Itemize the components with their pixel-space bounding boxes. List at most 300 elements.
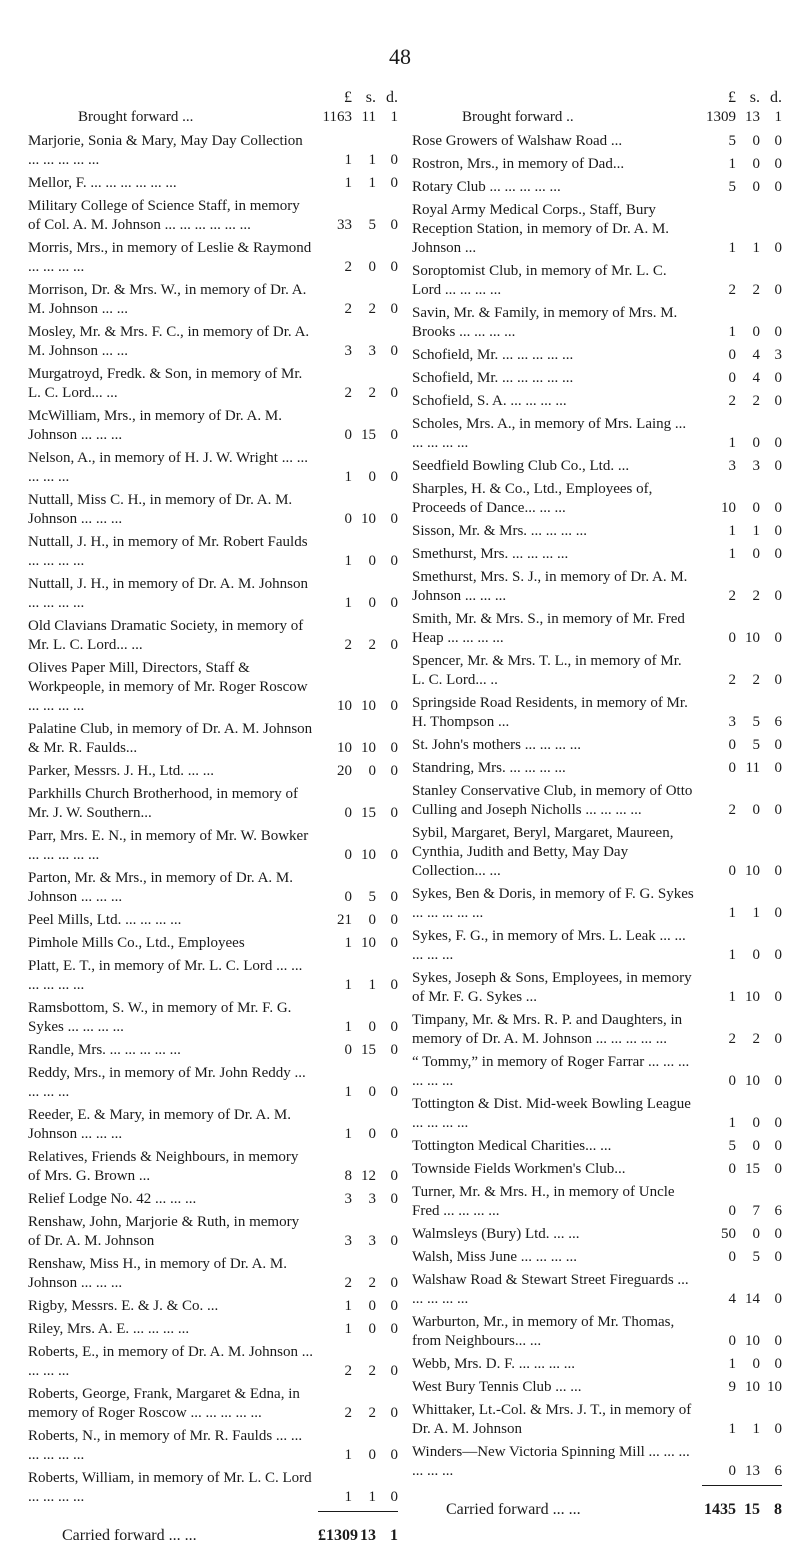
amount-pence: 1: [774, 109, 782, 125]
donation-entry: [28, 575, 398, 613]
amount-pence: 0: [390, 805, 398, 821]
donor-description: Parton, Mr. & Mrs., in memory of Dr. A. M. Johnson ... ... ...: [28, 870, 293, 905]
donor-description: Riley, Mrs. A. E. ... ... ... ...: [28, 1321, 190, 1337]
amount-pence: 0: [390, 1126, 398, 1142]
donation-entry: [412, 652, 782, 690]
amount-shillings: 0: [752, 1138, 760, 1154]
amount-pounds: 0: [728, 1161, 736, 1177]
donation-entry: [28, 720, 398, 758]
donation-entry: [412, 1160, 782, 1179]
donation-entry: [412, 694, 782, 732]
amount-shillings: 15: [744, 1501, 760, 1518]
brought-forward-label: Brought forward ..: [462, 109, 574, 125]
amount-pence: 0: [774, 282, 782, 298]
donation-entry: [28, 785, 398, 823]
amount-pence: 0: [774, 324, 782, 340]
amount-pence: 0: [774, 1073, 782, 1089]
donor-description: Mosley, Mr. & Mrs. F. C., in memory of Dr. A. M. Johnson ... ...: [28, 324, 310, 359]
amount-pounds: 3: [344, 1191, 352, 1207]
amount-shillings: 14: [745, 1291, 760, 1307]
donor-description: Roberts, George, Frank, Margaret & Edna, in memory of Roger Roscow ... ... ... ... ...: [28, 1386, 300, 1421]
amount-pence: 0: [390, 698, 398, 714]
donation-entry: [28, 617, 398, 655]
amount-shillings: 2: [368, 637, 376, 653]
amount-pence: 0: [390, 1191, 398, 1207]
amount-shillings: 15: [745, 1161, 760, 1177]
amount-pence: 0: [774, 1356, 782, 1372]
donation-entry: [28, 1343, 398, 1381]
amount-pounds: 1: [344, 1321, 352, 1337]
amount-pounds: 1: [344, 1126, 352, 1142]
pounds-header: £: [728, 89, 736, 106]
donor-description: Reddy, Mrs., in memory of Mr. John Reddy ... ... ... ...: [28, 1065, 306, 1100]
amount-pence: 0: [774, 1249, 782, 1265]
left-column: [28, 88, 398, 1545]
amount-pence: 0: [390, 637, 398, 653]
donation-entry: [412, 132, 782, 151]
donation-entry: [412, 522, 782, 541]
donation-entry: [412, 201, 782, 258]
donation-entry: [28, 957, 398, 995]
amount-shillings: 2: [368, 385, 376, 401]
amount-pounds: 1: [344, 553, 352, 569]
amount-pence: 0: [774, 760, 782, 776]
donor-description: Smethurst, Mrs. ... ... ... ...: [412, 546, 569, 562]
amount-shillings: 1: [368, 1489, 376, 1505]
amount-pence: 0: [774, 1333, 782, 1349]
donor-description: Tottington Medical Charities... ...: [412, 1138, 612, 1154]
amount-pounds: 0: [728, 1073, 736, 1089]
amount-pence: 0: [390, 385, 398, 401]
amount-shillings: 5: [752, 1249, 760, 1265]
donation-entry: [412, 759, 782, 778]
amount-shillings: 0: [368, 763, 376, 779]
donation-entry: [412, 927, 782, 965]
amount-shillings: 0: [368, 1084, 376, 1100]
donation-entry: [28, 762, 398, 781]
donor-description: Walshaw Road & Stewart Street Fireguards ... ... ... ... ...: [412, 1272, 689, 1307]
amount-pence: 0: [390, 301, 398, 317]
amount-pence: 3: [774, 347, 782, 363]
amount-pounds: 0: [728, 1463, 736, 1479]
amount-pence: 0: [390, 1168, 398, 1184]
donation-entry: [412, 1137, 782, 1156]
donor-description: Tottington & Dist. Mid-week Bowling League ... ... ... ...: [412, 1096, 691, 1131]
amount-pounds: 1: [728, 905, 736, 921]
amount-pence: 0: [390, 740, 398, 756]
amount-pounds: 5: [728, 133, 736, 149]
donor-description: Turner, Mr. & Mrs. H., in memory of Uncle Fred ... ... ... ...: [412, 1184, 675, 1219]
amount-shillings: 10: [745, 989, 760, 1005]
donation-entry: [28, 323, 398, 361]
amount-pence: 0: [774, 156, 782, 172]
amount-pence: 0: [774, 523, 782, 539]
amount-pence: 0: [774, 179, 782, 195]
donor-description: Schofield, Mr. ... ... ... ... ...: [412, 347, 574, 363]
amount-pounds: 3: [728, 458, 736, 474]
donor-description: Walsh, Miss June ... ... ... ...: [412, 1249, 578, 1265]
amount-pounds: 1: [728, 989, 736, 1005]
amount-pounds: 5: [728, 1138, 736, 1154]
amount-pounds: 1: [728, 324, 736, 340]
amount-shillings: 10: [745, 863, 760, 879]
donation-entry: [28, 1427, 398, 1465]
carried-forward-label: Carried forward ... ...: [446, 1501, 581, 1518]
amount-pounds: 0: [728, 1249, 736, 1265]
amount-pence: 0: [774, 630, 782, 646]
amount-pounds: 2: [728, 393, 736, 409]
amount-shillings: 15: [361, 1042, 376, 1058]
donor-description: Parr, Mrs. E. N., in memory of Mr. W. Bowker ... ... ... ... ...: [28, 828, 309, 863]
donation-entry: [28, 934, 398, 953]
amount-pounds: 1: [344, 977, 352, 993]
donation-entry: [28, 174, 398, 193]
amount-pence: 0: [390, 1233, 398, 1249]
amount-pence: 0: [390, 847, 398, 863]
amount-shillings: 2: [368, 1405, 376, 1421]
amount-pounds: 2: [344, 259, 352, 275]
amount-pence: 0: [774, 1421, 782, 1437]
donation-entry: [412, 885, 782, 923]
amount-shillings: 10: [361, 935, 376, 951]
amount-pounds: 0: [728, 630, 736, 646]
brought-forward-row: [28, 108, 398, 127]
amount-pounds: 8: [344, 1168, 352, 1184]
amount-pounds: 3: [344, 343, 352, 359]
amount-shillings: 15: [361, 427, 376, 443]
donation-entry: [28, 1297, 398, 1316]
amount-pence: 0: [774, 1115, 782, 1131]
donation-entry: [28, 1106, 398, 1144]
amount-shillings: 11: [361, 109, 376, 125]
amount-pounds: 0: [344, 511, 352, 527]
amount-pounds: 1: [728, 240, 736, 256]
donor-description: Old Clavians Dramatic Society, in memory of Mr. L. C. Lord... ...: [28, 618, 304, 653]
amount-shillings: 0: [368, 1321, 376, 1337]
amount-pounds: 10: [337, 698, 352, 714]
donation-entry: [412, 1443, 782, 1481]
amount-pounds: £1309: [318, 1527, 358, 1544]
amount-pounds: 0: [728, 760, 736, 776]
donation-entry: [412, 480, 782, 518]
amount-shillings: 1: [752, 523, 760, 539]
donor-description: St. John's mothers ... ... ... ...: [412, 737, 581, 753]
donor-description: Nuttall, Miss C. H., in memory of Dr. A. M. Johnson ... ... ...: [28, 492, 293, 527]
amount-pounds: 0: [344, 805, 352, 821]
amount-shillings: 3: [368, 1191, 376, 1207]
donor-description: Murgatroyd, Fredk. & Son, in memory of Mr. L. C. Lord... ...: [28, 366, 303, 401]
amount-pounds: 1: [344, 1019, 352, 1035]
donor-description: Schofield, S. A. ... ... ... ...: [412, 393, 567, 409]
amount-pence: 0: [390, 1275, 398, 1291]
amount-pence: 0: [390, 1321, 398, 1337]
amount-pence: 0: [390, 259, 398, 275]
donation-entry: [412, 610, 782, 648]
amount-pence: 0: [390, 1363, 398, 1379]
donor-description: Nelson, A., in memory of H. J. W. Wright ... ... ... ... ...: [28, 450, 308, 485]
amount-pence: 6: [774, 714, 782, 730]
currency-header: [412, 88, 782, 108]
donor-description: Morris, Mrs., in memory of Leslie & Raymond ... ... ... ...: [28, 240, 312, 275]
donor-description: Whittaker, Lt.-Col. & Mrs. J. T., in memory of Dr. A. M. Johnson: [412, 1402, 692, 1437]
amount-pence: 10: [767, 1379, 782, 1395]
donor-description: Marjorie, Sonia & Mary, May Day Collection ... ... ... ... ...: [28, 133, 303, 168]
amount-pence: 0: [774, 905, 782, 921]
donor-description: Stanley Conservative Club, in memory of Otto Culling and Joseph Nicholls ... ... ... ...: [412, 783, 693, 818]
donation-entry: [28, 407, 398, 445]
amount-pounds: 0: [728, 347, 736, 363]
amount-shillings: 0: [752, 802, 760, 818]
amount-shillings: 2: [752, 393, 760, 409]
amount-pounds: 10: [721, 500, 736, 516]
amount-pence: 0: [774, 863, 782, 879]
donor-description: Relatives, Friends & Neighbours, in memory of Mrs. G. Brown ...: [28, 1149, 299, 1184]
donor-description: Smith, Mr. & Mrs. S., in memory of Mr. Fred Heap ... ... ... ...: [412, 611, 685, 646]
amount-pounds: 9: [728, 1379, 736, 1395]
amount-shillings: 12: [361, 1168, 376, 1184]
donation-entry: [412, 392, 782, 411]
amount-pounds: 3: [344, 1233, 352, 1249]
carried-forward-row: [412, 1500, 782, 1519]
amount-shillings: 1: [752, 905, 760, 921]
amount-pence: 0: [390, 595, 398, 611]
amount-pounds: 0: [728, 863, 736, 879]
donation-entry: [28, 1213, 398, 1251]
amount-shillings: 4: [752, 370, 760, 386]
total-rule: [412, 1485, 782, 1486]
amount-shillings: 10: [745, 630, 760, 646]
shillings-header: s.: [749, 89, 760, 106]
carried-forward-label: Carried forward ... ...: [62, 1527, 197, 1544]
amount-pounds: 1: [344, 175, 352, 191]
donation-entry: [28, 491, 398, 529]
amount-shillings: 0: [752, 179, 760, 195]
amount-pounds: 20: [337, 763, 352, 779]
donation-entry: [28, 449, 398, 487]
donor-description: Military College of Science Staff, in memory of Col. A. M. Johnson ... ... ... ... ... ...: [28, 198, 300, 233]
donor-description: Relief Lodge No. 42 ... ... ...: [28, 1191, 197, 1207]
amount-pounds: 2: [728, 588, 736, 604]
donor-description: Townside Fields Workmen's Club...: [412, 1161, 626, 1177]
amount-pence: 0: [774, 133, 782, 149]
amount-pounds: 33: [337, 217, 352, 233]
donation-entry: [412, 1355, 782, 1374]
amount-pounds: 2: [344, 1363, 352, 1379]
donor-description: Warburton, Mr., in memory of Mr. Thomas, from Neighbours... ...: [412, 1314, 675, 1349]
donor-description: Parkhills Church Brotherhood, in memory of Mr. J. W. Southern...: [28, 786, 298, 821]
amount-pence: 0: [390, 1084, 398, 1100]
donation-entry: [412, 457, 782, 476]
amount-shillings: 0: [368, 1298, 376, 1314]
amount-pounds: 1: [728, 947, 736, 963]
right-column: [412, 88, 782, 1519]
amount-shillings: 11: [745, 760, 760, 776]
donor-description: Roberts, William, in memory of Mr. L. C. Lord ... ... ... ...: [28, 1470, 312, 1505]
amount-pounds: 1: [344, 1489, 352, 1505]
amount-shillings: 2: [368, 1275, 376, 1291]
brought-forward-label: Brought forward ...: [78, 109, 194, 125]
amount-pence: 0: [390, 343, 398, 359]
total-rule: [28, 1511, 398, 1512]
donation-entry: [28, 197, 398, 235]
donor-description: Renshaw, John, Marjorie & Ruth, in memory of Dr. A. M. Johnson: [28, 1214, 300, 1249]
amount-shillings: 3: [368, 343, 376, 359]
amount-pence: 6: [774, 1203, 782, 1219]
amount-pence: 0: [774, 1291, 782, 1307]
donation-entry: [28, 827, 398, 865]
amount-shillings: 0: [752, 435, 760, 451]
donor-description: Sybil, Margaret, Beryl, Margaret, Maureen, Cynthia, Judith and Betty, May Day Collection... ...: [412, 825, 674, 879]
amount-pence: 0: [774, 370, 782, 386]
donor-description: McWilliam, Mrs., in memory of Dr. A. M. Johnson ... ... ...: [28, 408, 282, 443]
amount-shillings: 0: [752, 324, 760, 340]
amount-pence: 0: [774, 546, 782, 562]
donation-entry: [28, 1255, 398, 1293]
amount-shillings: 2: [752, 588, 760, 604]
amount-pounds: 5: [728, 179, 736, 195]
amount-pounds: 4: [728, 1291, 736, 1307]
amount-pence: 0: [390, 1405, 398, 1421]
amount-pence: 0: [774, 672, 782, 688]
donation-list: [28, 132, 398, 1507]
amount-pence: 0: [390, 1019, 398, 1035]
donor-description: Sharples, H. & Co., Ltd., Employees of, Proceeds of Dance... ... ...: [412, 481, 653, 516]
donation-entry: [412, 1401, 782, 1439]
amount-shillings: 5: [752, 714, 760, 730]
amount-shillings: 3: [368, 1233, 376, 1249]
donation-entry: [412, 155, 782, 174]
donation-entry: [412, 545, 782, 564]
donor-description: Sisson, Mr. & Mrs. ... ... ... ...: [412, 523, 588, 539]
donor-description: Sykes, Joseph & Sons, Employees, in memory of Mr. F. G. Sykes ...: [412, 970, 692, 1005]
amount-pounds: 1: [728, 156, 736, 172]
amount-pence: 0: [774, 458, 782, 474]
amount-pounds: 50: [721, 1226, 736, 1242]
donation-entry: [412, 1183, 782, 1221]
amount-pounds: 1: [344, 1298, 352, 1314]
amount-shillings: 2: [368, 301, 376, 317]
amount-pence: 0: [390, 935, 398, 951]
donation-entry: [412, 415, 782, 453]
amount-pence: 0: [774, 1161, 782, 1177]
amount-shillings: 1: [368, 175, 376, 191]
donation-entry: [412, 736, 782, 755]
amount-pounds: 0: [728, 1203, 736, 1219]
amount-pence: 0: [774, 947, 782, 963]
donation-entry: [412, 969, 782, 1007]
donation-entry: [28, 659, 398, 716]
donor-description: Ramsbottom, S. W., in memory of Mr. F. G. Sykes ... ... ... ...: [28, 1000, 292, 1035]
amount-shillings: 10: [361, 698, 376, 714]
donor-description: Roberts, N., in memory of Mr. R. Faulds ... ... ... ... ... ...: [28, 1428, 303, 1463]
amount-shillings: 2: [752, 672, 760, 688]
amount-pence: 0: [390, 1042, 398, 1058]
amount-shillings: 0: [752, 1356, 760, 1372]
amount-pounds: 2: [344, 385, 352, 401]
amount-pence: 0: [774, 240, 782, 256]
donation-list: [412, 132, 782, 1481]
donation-entry: [412, 1095, 782, 1133]
amount-pounds: 1: [728, 546, 736, 562]
amount-pounds: 0: [344, 427, 352, 443]
donation-entry: [412, 304, 782, 342]
donor-description: West Bury Tennis Club ... ...: [412, 1379, 582, 1395]
amount-shillings: 10: [745, 1379, 760, 1395]
amount-pence: 0: [774, 435, 782, 451]
donation-entry: [412, 782, 782, 820]
donation-entry: [28, 999, 398, 1037]
amount-shillings: 0: [368, 912, 376, 928]
donor-description: Nuttall, J. H., in memory of Mr. Robert Faulds ... ... ... ...: [28, 534, 308, 569]
amount-pounds: 2: [728, 672, 736, 688]
amount-pence: 0: [774, 588, 782, 604]
donor-description: Mellor, F. ... ... ... ... ... ...: [28, 175, 177, 191]
amount-shillings: 4: [752, 347, 760, 363]
donation-entry: [28, 365, 398, 403]
amount-shillings: 13: [745, 1463, 760, 1479]
amount-pence: 0: [774, 1226, 782, 1242]
amount-pounds: 1: [344, 595, 352, 611]
donation-entry: [28, 911, 398, 930]
donor-description: Reeder, E. & Mary, in memory of Dr. A. M. Johnson ... ... ...: [28, 1107, 291, 1142]
amount-shillings: 13: [745, 109, 760, 125]
amount-pounds: 2: [728, 282, 736, 298]
donor-description: Spencer, Mr. & Mrs. T. L., in memory of Mr. L. C. Lord... ..: [412, 653, 682, 688]
amount-shillings: 5: [368, 217, 376, 233]
amount-shillings: 0: [752, 1115, 760, 1131]
amount-shillings: 10: [361, 740, 376, 756]
donor-description: Sykes, F. G., in memory of Mrs. L. Leak ... ... ... ... ...: [412, 928, 686, 963]
amount-pounds: 1: [728, 523, 736, 539]
donor-description: Scholes, Mrs. A., in memory of Mrs. Laing ... ... ... ... ...: [412, 416, 687, 451]
donor-description: Savin, Mr. & Family, in memory of Mrs. M. Brooks ... ... ... ...: [412, 305, 678, 340]
donor-description: Seedfield Bowling Club Co., Ltd. ...: [412, 458, 630, 474]
amount-shillings: 7: [752, 1203, 760, 1219]
amount-pence: 0: [774, 802, 782, 818]
amount-pounds: 1: [344, 935, 352, 951]
donation-entry: [412, 178, 782, 197]
amount-pounds: 1: [728, 1115, 736, 1131]
amount-shillings: 5: [368, 889, 376, 905]
donation-entry: [412, 1248, 782, 1267]
donor-description: Royal Army Medical Corps., Staff, Bury Reception Station, in memory of Dr. A. M. Johnson ...: [412, 202, 670, 256]
donor-description: Peel Mills, Ltd. ... ... ... ...: [28, 912, 182, 928]
carried-forward-row: [28, 1526, 398, 1545]
amount-pence: 0: [390, 469, 398, 485]
donation-entry: [412, 824, 782, 881]
page-number: 48: [389, 44, 411, 69]
donation-entry: [28, 869, 398, 907]
amount-shillings: 10: [745, 1073, 760, 1089]
amount-pounds: 2: [344, 637, 352, 653]
amount-pounds: 1309: [706, 109, 736, 125]
amount-pounds: 2: [344, 301, 352, 317]
amount-pounds: 2: [344, 1405, 352, 1421]
amount-shillings: 2: [752, 1031, 760, 1047]
donor-description: Randle, Mrs. ... ... ... ... ...: [28, 1042, 181, 1058]
donation-entry: [412, 1053, 782, 1091]
donation-entry: [28, 1190, 398, 1209]
amount-shillings: 0: [752, 947, 760, 963]
amount-pounds: 1435: [704, 1501, 736, 1518]
donor-description: Rostron, Mrs., in memory of Dad...: [412, 156, 625, 172]
amount-shillings: 0: [368, 1019, 376, 1035]
amount-pence: 0: [390, 763, 398, 779]
amount-pounds: 0: [344, 1042, 352, 1058]
amount-pence: 0: [390, 427, 398, 443]
donor-description: Pimhole Mills Co., Ltd., Employees: [28, 935, 245, 951]
donor-description: Rotary Club ... ... ... ... ...: [412, 179, 561, 195]
